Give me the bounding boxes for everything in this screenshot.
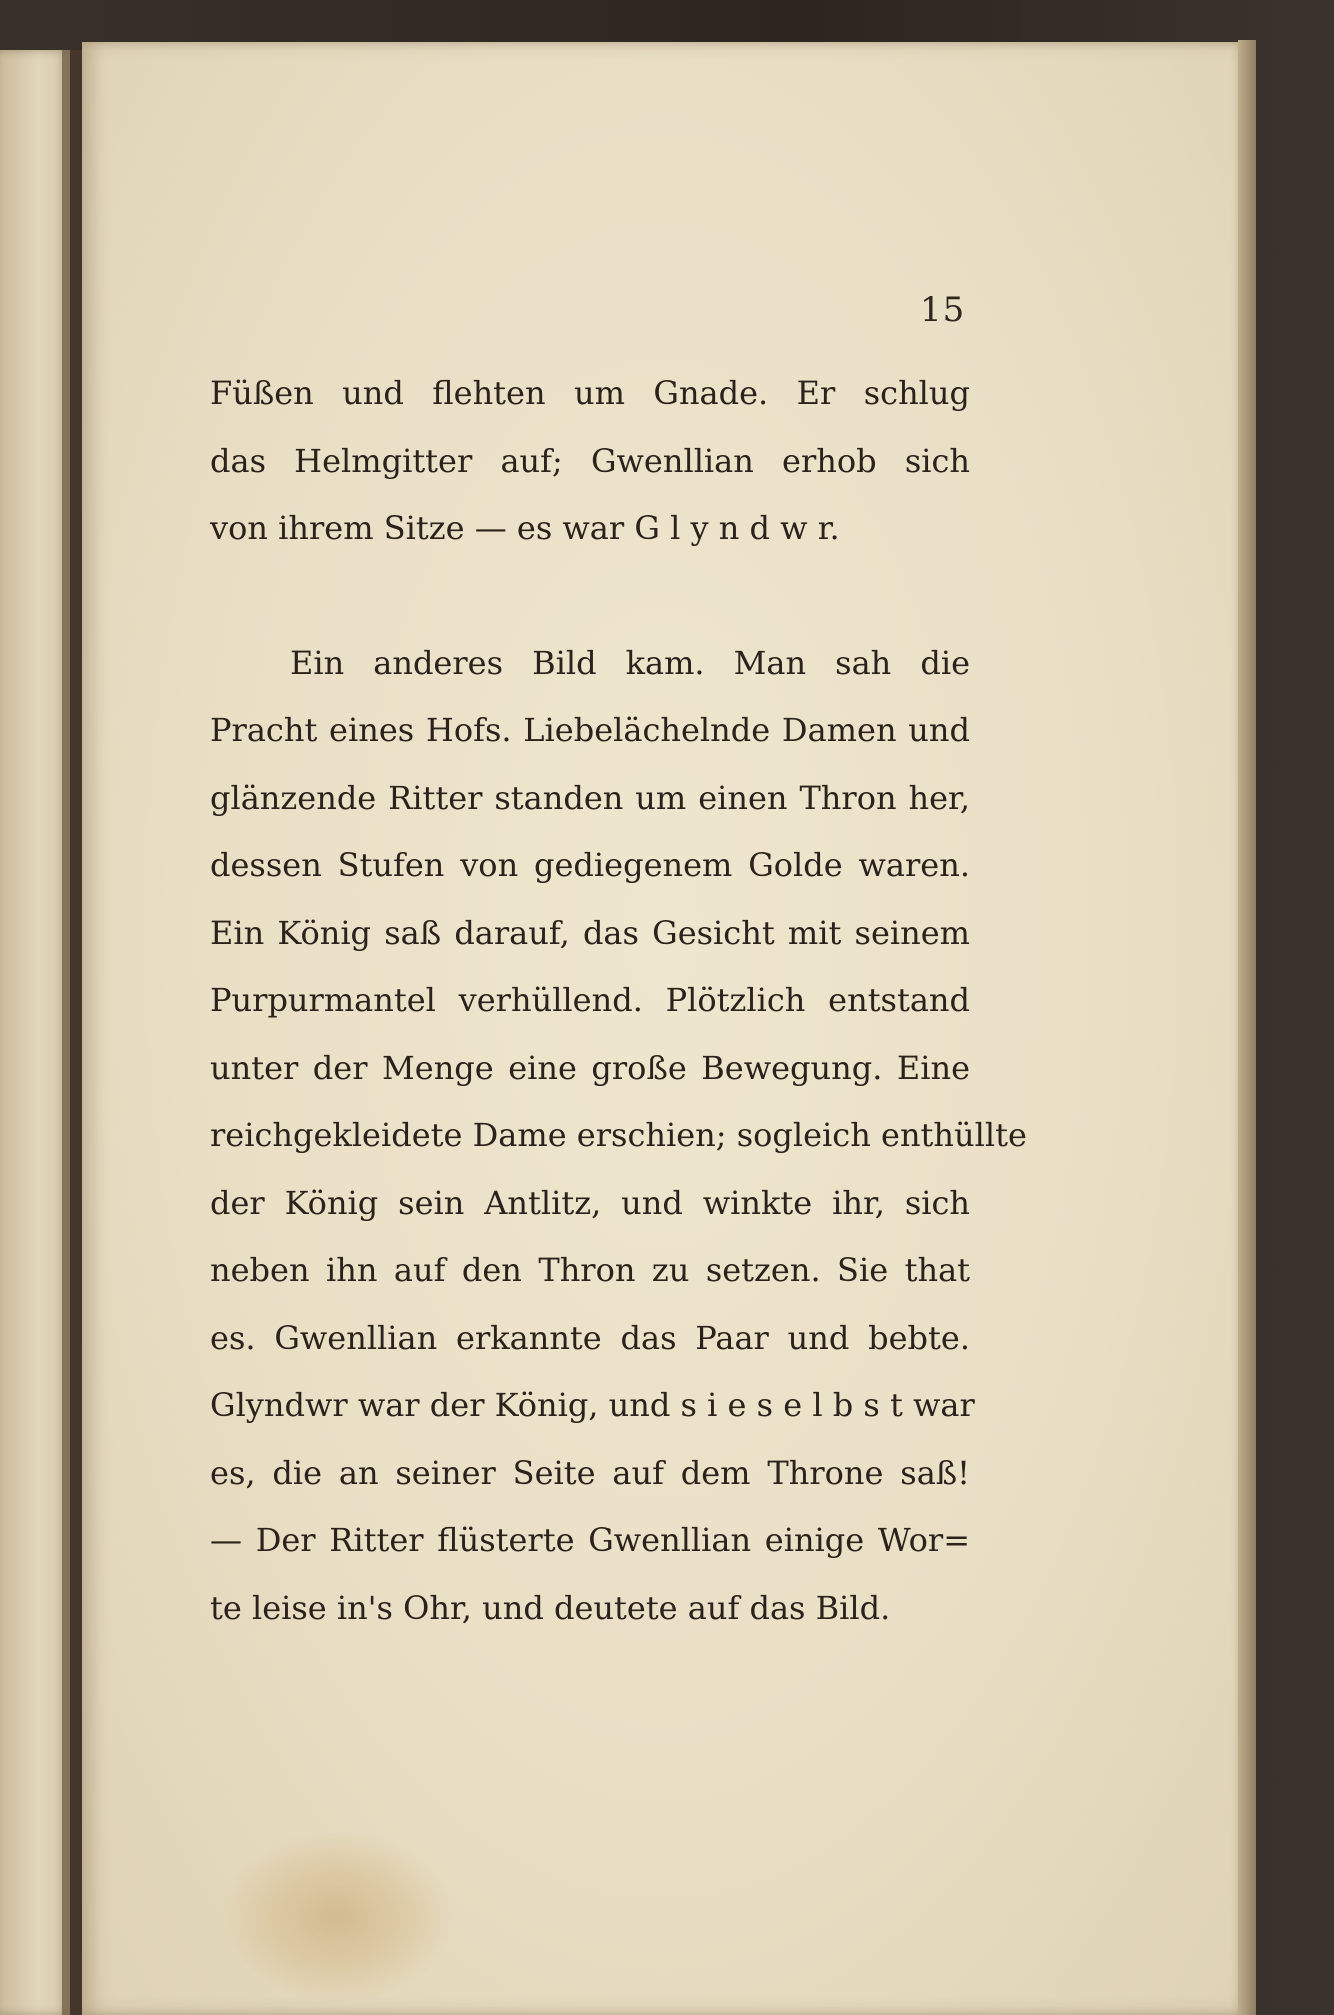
text-line: — Der Ritter flüsterte Gwenllian einige Wor= <box>210 1521 970 1559</box>
text-line: reichgekleidete Dame erschien; sogleich enthüllte <box>210 1116 1027 1154</box>
page-number: 15 <box>920 290 966 330</box>
text-line: Ein anderes Bild kam. Man sah die <box>290 643 970 682</box>
text-line: te leise in's Ohr, und deutete auf das Bild. <box>210 1588 891 1627</box>
text-line: unter der Menge eine große Bewegung. Eine <box>210 1048 970 1087</box>
text-line: Purpurmantel verhüllend. Plötzlich entstand <box>210 981 970 1019</box>
water-stain <box>222 1832 452 2002</box>
paragraph-2 <box>210 630 1027 1643</box>
body-text <box>210 360 1027 1642</box>
text-line: Pracht eines Hofs. Liebelächelnde Damen und <box>210 711 970 749</box>
text-line: es. Gwenllian erkannte das Paar und bebte. <box>210 1318 970 1357</box>
previous-page-edge <box>0 50 70 2015</box>
text-line: es, die an seiner Seite auf dem Throne saß! <box>210 1453 970 1492</box>
text-line: der König sein Antlitz, und winkte ihr, sich <box>210 1183 970 1222</box>
page-edge <box>1238 40 1256 2015</box>
text-line: dessen Stufen von gediegenem Golde waren. <box>210 846 970 884</box>
text-line: Ein König saß darauf, das Gesicht mit seinem <box>210 913 970 952</box>
paragraph-gap <box>210 563 970 630</box>
paragraph-1 <box>210 360 970 563</box>
text-line: das Helmgitter auf; Gwenllian erhob sich <box>210 441 970 480</box>
text-line: Glyndwr war der König, und s i e s e l b s t war <box>210 1386 975 1424</box>
text-line: von ihrem Sitze — es war G l y n d w r. <box>210 509 840 547</box>
text-line: Füßen und flehten um Gnade. Er schlug <box>210 374 970 412</box>
text-line: neben ihn auf den Thron zu setzen. Sie that <box>210 1251 970 1289</box>
text-line: glänzende Ritter standen um einen Thron her, <box>210 778 970 817</box>
